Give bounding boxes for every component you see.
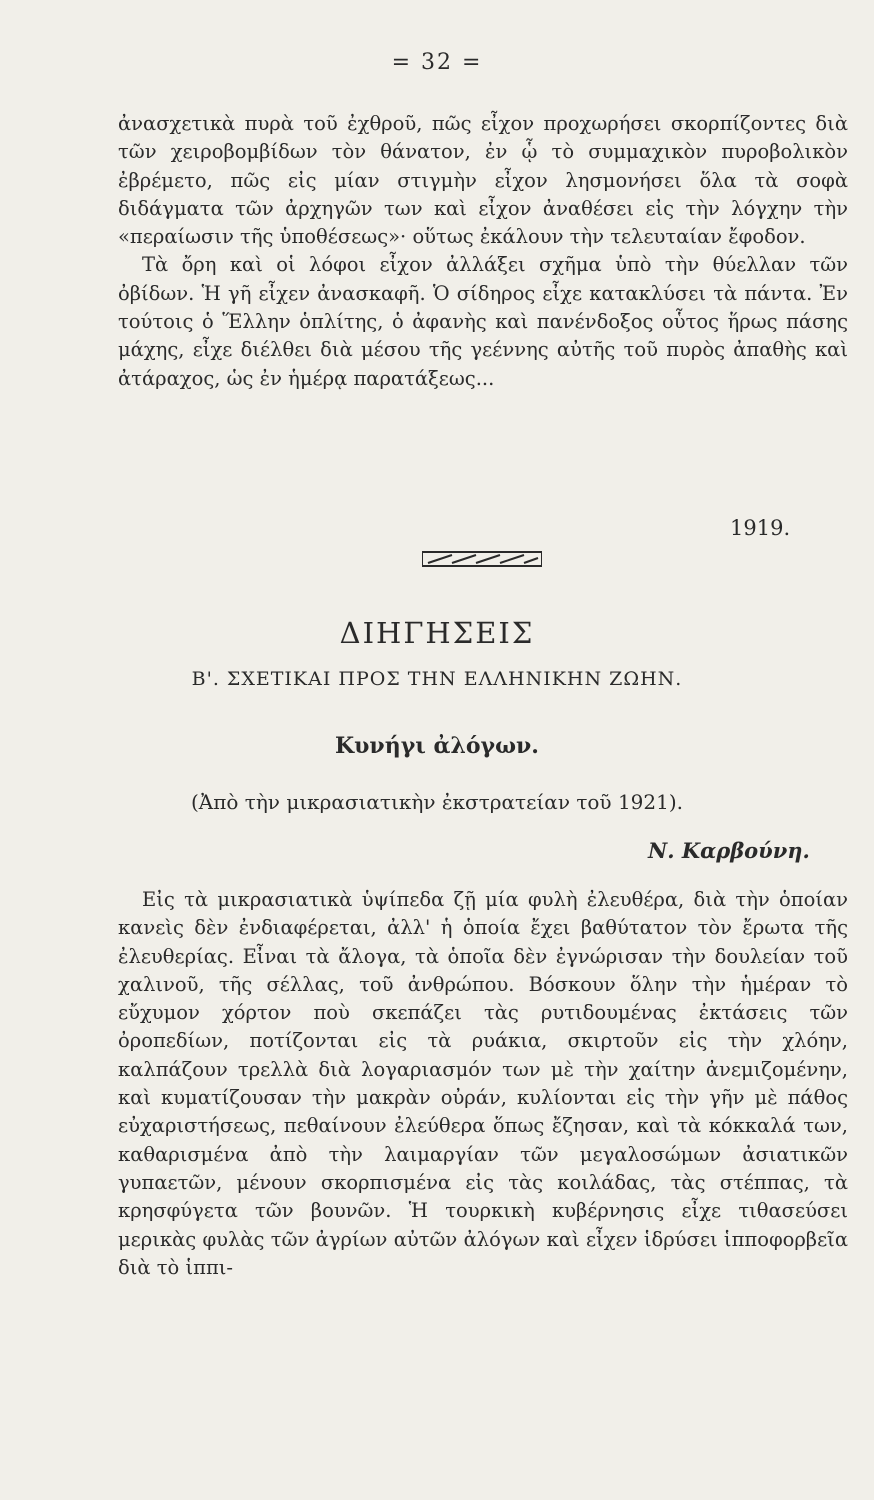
section-title: ΔΙΗΓΗΣΕΙΣ bbox=[339, 616, 535, 650]
story-heading: Κυνήγι ἀλόγων. bbox=[335, 733, 539, 759]
continued-text bbox=[118, 110, 848, 393]
story-author: Ν. Καρβούνη. bbox=[648, 838, 810, 863]
year-note: 1919. bbox=[730, 516, 791, 540]
page-number: = 32 = bbox=[391, 50, 483, 75]
paragraph: Τὰ ὄρη καὶ οἱ λόφοι εἶχον ἀλλάξει σχῆμα ὑπὸ τὴν θύελλαν τῶν ὀβίδων. Ἡ γῆ εἶχεν ἀνασκαφῆ. Ὁ σίδηρος εἶχε κατακλύσει τὰ πάντα. Ἐν τούτοις ὁ Ἕλλην ὁπλίτης, ὁ ἀφανὴς καὶ πανένδοξος οὗτος ἥρως πάσης μάχης, εἶχε διέλθει διὰ μέσου τῆς γεέννης αὐτῆς τοῦ πυρὸς ἀπαθὴς καὶ ἀτάραχος, ὡς ἐν ἡμέρᾳ παρατάξεως... bbox=[118, 253, 848, 390]
paragraph: Εἰς τὰ μικρασιατικὰ ὑψίπεδα ζῇ μία φυλὴ ἐλευθέρα, διὰ τὴν ὁποίαν κανεὶς δὲν ἐνδιαφέρεται, ἀλλ' ἡ ὁποία ἔχει βαθύτατον τὸν ἔρωτα τῆς ἐλευθερίας. Εἶναι τὰ ἄλογα, τὰ ὁποῖα δὲν ἐγνώρισαν τὴν δουλείαν τοῦ χαλινοῦ, τῆς σέλλας, τοῦ ἀνθρώπου. Βόσκουν ὅλην τὴν ἡμέραν τὸ εὔχυμον χόρτον ποὺ σκεπάζει τὰς ρυτιδουμένας ἐκτάσεις τῶν ὀροπεδίων, ποτίζονται εἰς τὰ ρυάκια, σκιρτοῦν εἰς τὴν χλόην, καλπάζουν τρελλὰ διὰ λογαριασμόν των μὲ τὴν χαίτην ἀνεμιζομένην, καὶ κυματίζουσαν τὴν μακρὰν οὐράν, κυλίονται εἰς τὴν γῆν μὲ πάθος εὐχαριστήσεως, πεθαίνουν ἐλεύθερα ὅπως ἔζησαν, καὶ τὰ κόκκαλά των, καθαρισμένα ἀπὸ τὴν λαιμαργίαν τῶν μεγαλοσώμων ἀσιατικῶν γυπαετῶν, μένουν σκορπισμένα εἰς τὰς κοιλάδας, τὰς στέππας, τὰ κρησφύγετα τῶν βουνῶν. Ἡ τουρκικὴ κυβέρνησις εἶχε τιθασεύσει μερικὰς φυλὰς τῶν ἀγρίων αὐτῶν ἀλόγων καὶ εἶχεν ἱδρύσει ἱπποφορβεῖα διὰ τὸ ἱππι- bbox=[118, 888, 848, 1279]
paragraph: ἀνασχετικὰ πυρὰ τοῦ ἐχθροῦ, πῶς εἶχον προχωρήσει σκορπίζοντες διὰ τῶν χειροβομβίδων τὸν θάνατον, ἐν ᾧ τὸ συμμαχικὸν πυροβολικὸν ἐβρέμετο, πῶς εἰς μίαν στιγμὴν εἶχον λησμονήσει ὅλα τὰ σοφὰ διδάγματα τῶν ἀρχηγῶν των καὶ εἶχον ἀναθέσει εἰς τὴν λόγχην τὴν «περαίωσιν τῆς ὑποθέσεως»· οὕτως ἐκάλουν τὴν τελευταίαν ἔφοδον. bbox=[118, 112, 848, 249]
story-text bbox=[118, 886, 848, 1282]
section-subtitle: Β'. ΣΧΕΤΙΚΑΙ ΠΡΟΣ ΤΗΝ ΕΛΛΗΝΙΚΗΝ ΖΩΗΝ. bbox=[191, 668, 683, 690]
ornament-divider bbox=[422, 549, 542, 569]
story-source: (Ἀπὸ τὴν μικρασιατικὴν ἐκστρατείαν τοῦ 1921). bbox=[190, 790, 684, 814]
